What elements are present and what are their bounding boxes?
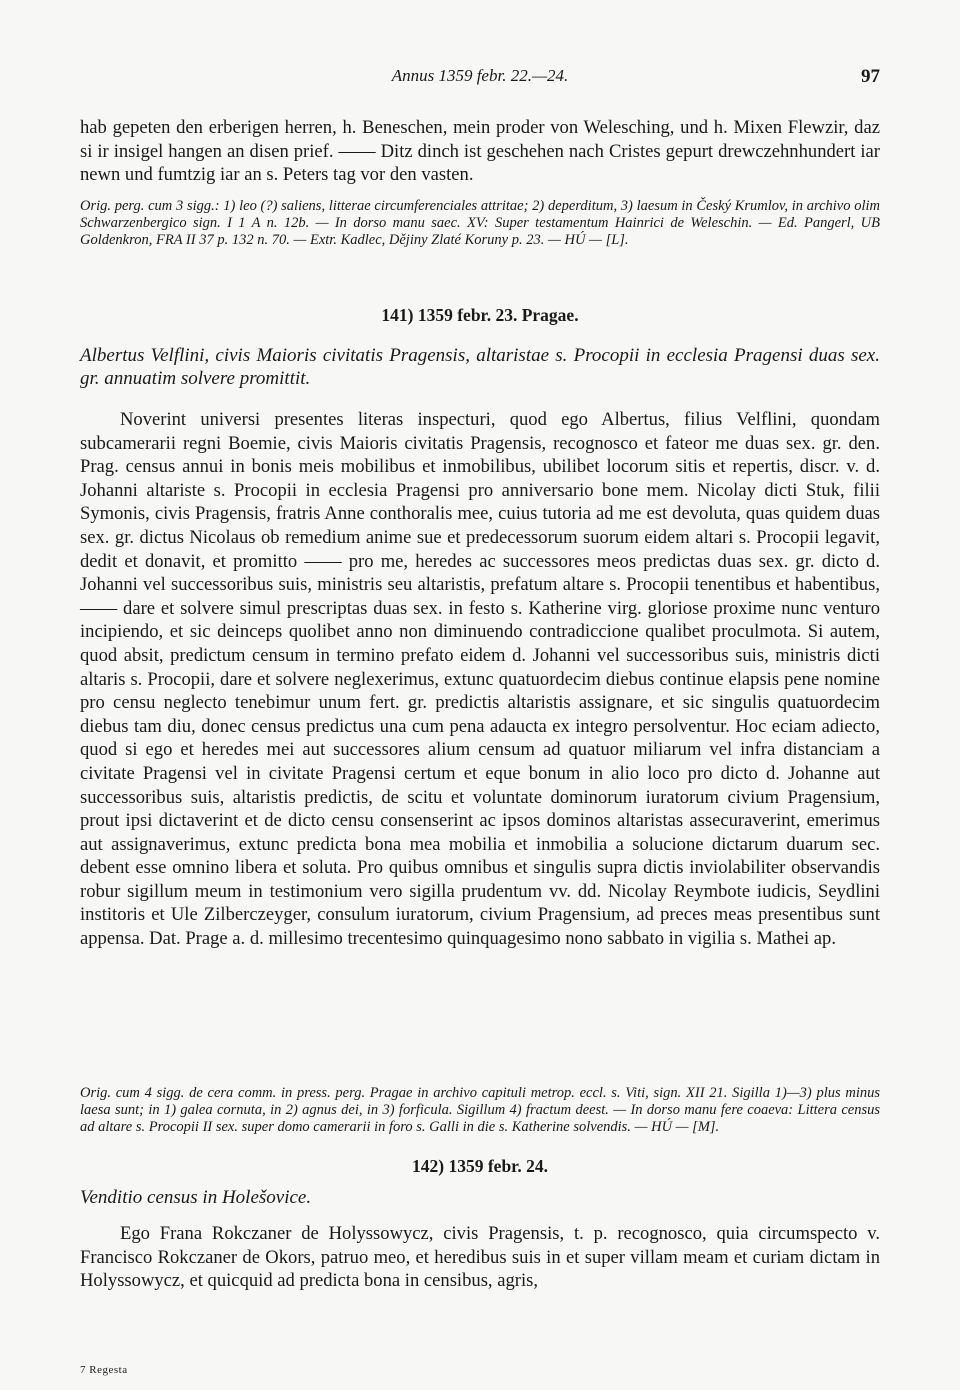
doc141-note: Orig. cum 4 sigg. de cera comm. in press. perg. Pragae in archivo capituli metrop. eccl. s. Viti, sign. XII 21. Sigilla 1)—3) plus minus laesa sunt; in 1) galea cornuta, in 2) agnus dei, in 3) forficula. Sigillum 4) fractum deest. — In dorso manu fere coaeva: Littera census ad altare s. Procopii II sex. super domo camerarii in foro s. Galli in die s. Katherine solvendis. — HÚ — [M]. bbox=[80, 1085, 880, 1135]
doc141-regest-section bbox=[80, 344, 880, 390]
carryover-note-section bbox=[80, 198, 880, 249]
doc141-regest: Albertus Velflini, civis Maioris civitatis Pragensis, altaristae s. Procopii in ecclesia Pragensi duas sex. gr. annuatim solvere promittit. bbox=[80, 345, 880, 389]
doc141-body: Noverint universi presentes literas inspecturi, quod ego Albertus, filius Velflini, quondam subcamerarii regni Boemie, civis Maioris civitatis Pragensis, recognosco et fateor me duas sex. gr. den. Prag. census annui in bonis meis mobilibus et inmobilibus, ubilibet locorum sitis et repertis, discr. v. d. Johanni altariste s. Procopii in ecclesia Pragensi pro anniversario bone mem. Nicolay dicti Stuk, filii Symonis, civis Pragensis, fratris Anne conthoralis mee, cuius tutoria ad me est devoluta, quas quidem duas sex. gr. dictus Nicolaus ob remedium anime sue et predecessorum suorum eidem altari s. Procopii legavit, dedit et donavit, et promitto —— pro me, heredes ac successores meos predictas duas sex. gr. dicto d. Johanni vel successoribus suis, ministris seu altaristis, prefatum altare s. Procopii tenentibus et habentibus, —— dare et solvere simul prescriptas duas sex. in festo s. Katherine virg. gloriose proxime nunc venturo incipiendo, et sic deinceps quolibet anno non diminuendo contradiccione qualibet proculmota. Si autem, quod absit, predictum censum in termino prefato eidem d. Johanni vel successoribus suis, ministris dicti altaris s. Procopii, dare et solvere neglexerimus, extunc quatuordecim diebus continue elapsis pene nomine pro censu neglecto tenebimur unum fert. gr. predictis altaristis assignare, et sic singulis quatuordecim diebus tam diu, donec census predictus una cum pena adaucta ex integro persolventur. Hoc eciam adiecto, quod si ego et heredes mei aut successores alium censum ad quatuor miliarum vel infra distanciam a civitate Pragensi vel in civitate Pragensi certum et eque bonum in alio loco pro dicto d. Johanne aut successoribus suis, altaristis predictis, de scitu et voluntate dominorum iuratorum civium Pragensium, prout ipsi dictaverint et de dicto censu consenserint ac ipsos dominos altaristas assecuraverint, emerimus aut assignaverimus, extunc predicta bona mea mobilia et inmobilia a solucione dictarum duarum sec. debent esse omnino libera et soluta. Pro quibus omnibus et singulis supra dictis inviolabiliter observandis robur sigillum meum in testimonium vero sigilla prudentum vv. dd. Nicolay Reymbote iudicis, Seydlini institoris et Ule Zilberczeyger, consulum iuratorum, civium Pragensium, ad preces meas presentibus sunt appensa. Dat. Prage a. d. millesimo trecentesimo quinquagesimo nono sabbato in vigilia s. Mathei ap. bbox=[80, 409, 880, 950]
running-head: Annus 1359 febr. 22.—24. bbox=[391, 66, 569, 85]
doc142-regest: Venditio census in Holešovice. bbox=[80, 1187, 312, 1208]
carryover-note: Orig. perg. cum 3 sigg.: 1) leo (?) saliens, litterae circumferenciales attritae; 2) deperditum, 3) laesum in Český Krumlov, in archivo olim Schwarzenbergico sign. I 1 A n. 12b. — In dorso manu saec. XV: Super testamentum Hainrici de Weleschin. — Ed. Pangerl, UB Goldenkron, FRA II 37 p. 132 n. 70. — Extr. Kadlec, Dějiny Zlaté Koruny p. 23. — HÚ — [L]. bbox=[80, 198, 880, 248]
page-header bbox=[80, 66, 880, 90]
doc142-regest-section bbox=[80, 1186, 880, 1209]
signature-mark: 7 Regesta bbox=[80, 1364, 128, 1376]
doc142-body-section bbox=[80, 1222, 880, 1293]
doc141-body-section bbox=[80, 408, 880, 951]
doc142-body: Ego Frana Rokczaner de Holyssowycz, civis Pragensis, t. p. recognosco, quia circumspecto v. Francisco Rokczaner de Okors, patruo meo, et heredibus suis in et super villam meam et curiam dictam in Holyssowycz, et quicquid ad predicta bona in censibus, agris, bbox=[80, 1223, 880, 1292]
doc141-note-section bbox=[80, 1085, 880, 1136]
page-number: 97 bbox=[861, 66, 880, 87]
doc142-title: 142) 1359 febr. 24. bbox=[412, 1156, 548, 1176]
doc141-title: 141) 1359 febr. 23. Pragae. bbox=[381, 305, 579, 325]
carryover-section bbox=[80, 116, 880, 187]
carryover-text: hab gepeten den erberigen herren, h. Beneschen, mein proder von Welesching, und h. Mixen Flewzir, daz si ir insigel hangen an disen prief. —— Ditz dinch ist geschehen nach Cristes gepurt drewczehnhundert iar newn und fumtzig iar an s. Peters tag vor den vasten. bbox=[80, 117, 880, 186]
